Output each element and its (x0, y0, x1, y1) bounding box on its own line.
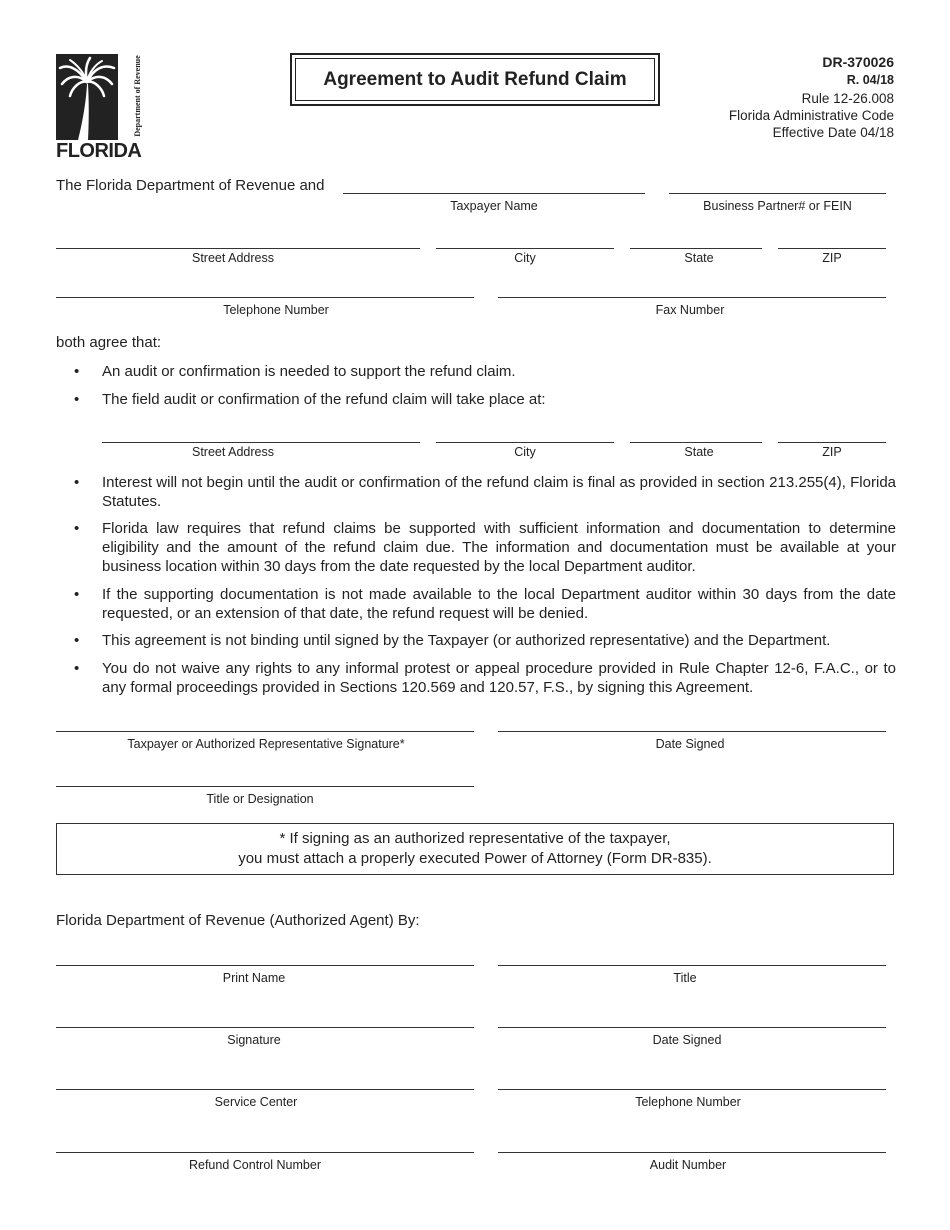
taxpayer-signature-label: Taxpayer or Authorized Representative Signature* (127, 737, 405, 751)
department-heading: Florida Department of Revenue (Authorized Agent) By: (56, 912, 420, 929)
print-name-label: Print Name (222, 971, 286, 985)
dept-date-field[interactable] (498, 1027, 886, 1028)
dept-telephone-field[interactable] (498, 1089, 886, 1090)
location-street-field[interactable] (102, 442, 420, 443)
telephone-label: Telephone Number (223, 303, 329, 317)
location-zip-label: ZIP (822, 445, 842, 459)
telephone-field[interactable] (56, 297, 474, 298)
bullet-text: The field audit or confirmation of the refund claim will take place at: (102, 391, 546, 408)
taxpayer-name-label: Taxpayer Name (450, 199, 538, 213)
palm-tree-icon (56, 54, 118, 140)
logo-vertical-text: Department of Revenue (133, 55, 142, 137)
bullet-text: If the supporting documentation is not made available to the local Department auditor within 30 days from the date requested, or an extension of that date, the refund request will be denied. (102, 586, 896, 622)
state-label: State (684, 251, 714, 265)
service-center-field[interactable] (56, 1089, 474, 1090)
note-line-1: * If signing as an authorized representative of the taxpayer, (279, 830, 671, 847)
bullet-text: This agreement is not binding until signed by the Taxpayer (or authorized representative) and the Department. (102, 632, 831, 649)
audit-number-label: Audit Number (649, 1158, 727, 1172)
dept-title-label: Title (673, 971, 697, 985)
dept-date-label: Date Signed (652, 1033, 722, 1047)
title-designation-label: Title or Designation (206, 792, 314, 806)
location-state-label: State (684, 445, 714, 459)
form-rule: Rule 12-26.008 (801, 91, 894, 106)
bullet-marker: • (74, 520, 80, 537)
taxpayer-date-label: Date Signed (655, 737, 725, 751)
dept-telephone-label: Telephone Number (635, 1095, 741, 1109)
dept-signature-field[interactable] (56, 1027, 474, 1028)
bullet-marker: • (74, 632, 80, 649)
audit-number-field[interactable] (498, 1152, 886, 1153)
bullet-marker: • (74, 586, 80, 603)
print-name-field[interactable] (56, 965, 474, 966)
form-number: DR-370026 (822, 54, 894, 70)
zip-label: ZIP (822, 251, 842, 265)
fein-label: Business Partner# or FEIN (703, 199, 852, 213)
bullet-marker: • (74, 363, 80, 380)
note-line-2: you must attach a properly executed Power of Attorney (Form DR-835). (238, 850, 712, 867)
taxpayer-signature-field[interactable] (56, 731, 474, 732)
zip-field[interactable] (778, 248, 886, 249)
location-street-label: Street Address (192, 445, 274, 459)
fax-label: Fax Number (655, 303, 725, 317)
state-field[interactable] (630, 248, 762, 249)
intro-text: The Florida Department of Revenue and (56, 177, 325, 194)
taxpayer-date-field[interactable] (498, 731, 886, 732)
location-city-field[interactable] (436, 442, 614, 443)
agree-lead: both agree that: (56, 334, 162, 351)
form-title: Agreement to Audit Refund Claim (295, 58, 655, 101)
city-label: City (514, 251, 536, 265)
taxpayer-name-field[interactable] (343, 193, 645, 194)
refund-control-label: Refund Control Number (188, 1158, 321, 1172)
bullet-text: You do not waive any rights to any informal protest or appeal procedure provided in Rule Chapter 12-6, F.A.C., or to any formal proceedings provided in Sections 120.569 and 120.57, F.S., by signing this Agreement. (102, 660, 896, 696)
dept-signature-label: Signature (227, 1033, 281, 1047)
location-state-field[interactable] (630, 442, 762, 443)
form-admin-code: Florida Administrative Code (728, 108, 894, 123)
palm-tree-graphic (56, 54, 118, 140)
dept-title-field[interactable] (498, 965, 886, 966)
form-revision: R. 04/18 (846, 73, 894, 87)
florida-dor-logo (56, 54, 142, 162)
form-title-box (290, 53, 660, 106)
service-center-label: Service Center (214, 1095, 298, 1109)
bullet-text: Florida law requires that refund claims be supported with sufficient information and documentation to determine eligibility and the amount of the refund claim due. The information and documentation must be available at your business location within 30 days from the date requested by the local Department auditor. (102, 520, 896, 575)
fax-field[interactable] (498, 297, 886, 298)
street-address-label: Street Address (192, 251, 274, 265)
fein-field[interactable] (669, 193, 886, 194)
title-designation-field[interactable] (56, 786, 474, 787)
bullet-marker: • (74, 660, 80, 677)
form-effective-date: Effective Date 04/18 (772, 125, 894, 140)
bullet-marker: • (74, 474, 80, 491)
bullet-text: An audit or confirmation is needed to support the refund claim. (102, 363, 516, 380)
city-field[interactable] (436, 248, 614, 249)
bullet-text: Interest will not begin until the audit or confirmation of the refund claim is final as provided in section 213.255(4), Florida Statutes. (102, 474, 896, 510)
bullet-marker: • (74, 391, 80, 408)
street-address-field[interactable] (56, 248, 420, 249)
location-zip-field[interactable] (778, 442, 886, 443)
location-city-label: City (514, 445, 536, 459)
power-of-attorney-note (56, 823, 894, 875)
refund-control-field[interactable] (56, 1152, 474, 1153)
logo-state-name: FLORIDA (56, 140, 142, 162)
